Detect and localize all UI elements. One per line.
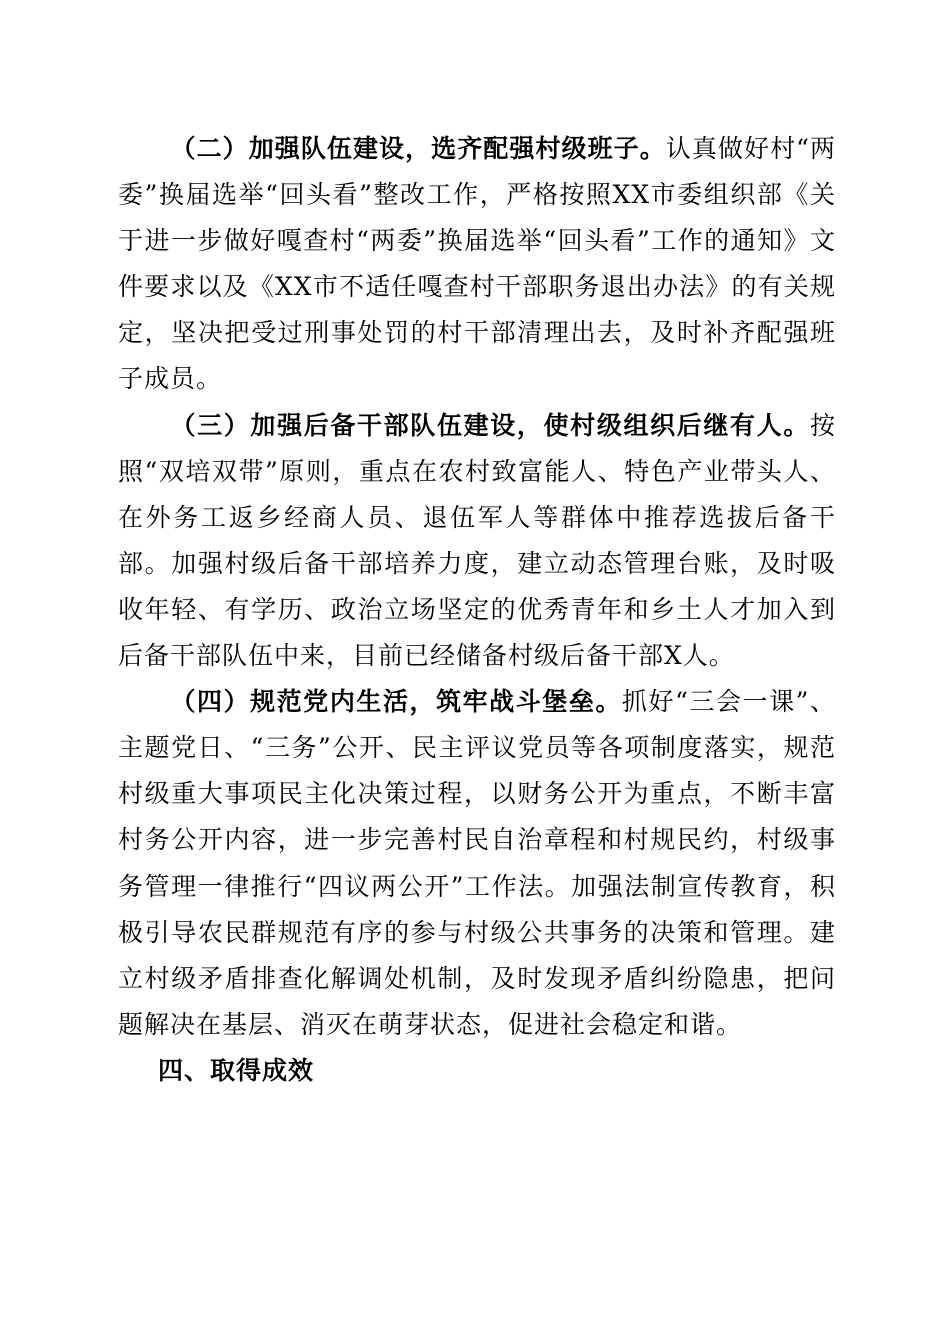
section-2-paragraph — [118, 126, 836, 403]
section-3-paragraph — [118, 403, 836, 680]
section-heading-results: 四、取得成效 — [158, 1055, 315, 1085]
section-4-paragraph — [118, 679, 836, 1048]
section-3-body: 按照“双培双带”原则，重点在农村致富能人、特色产业带头人、在外务工返乡经商人员、退伍军人等群体中推荐选拔后备干部。加强村级后备干部培养力度，建立动态管理台账，及时吸收年轻、有学历、政治立场坚定的优秀青年和乡土人才加入到后备干部队伍中来，目前已经储备村级后备干部X人。 — [118, 410, 836, 671]
section-3-lead: （三）加强后备干部队伍建设，使村级组织后继有人。 — [170, 410, 810, 440]
section-4-lead: （四）规范党内生活，筑牢战斗堡垒。 — [170, 687, 622, 717]
section-2-body: 认真做好村“两委”换届选举“回头看”整改工作，严格按照XX市委组织部《关于进一步做好嘎查村“两委”换届选举“回头看”工作的通知》文件要求以及《XX市不适任嘎查村干部职务退出办法》的有关规定，坚决把受过刑事处罚的村干部清理出去，及时补齐配强班子成员。 — [118, 134, 836, 394]
section-4-body: 抓好“三会一课”、主题党日、“三务”公开、民主评议党员等各项制度落实，规范村级重大事项民主化决策过程，以财务公开为重点，不断丰富村务公开内容，进一步完善村民自治章程和村规民约，村级事务管理一律推行“四议两公开”工作法。加强法制宣传教育，积极引导农民群规范有序的参与村级公共事务的决策和管理。建立村级矛盾排查化解调处机制，及时发现矛盾纠纷隐患，把问题解决在基层、消灭在萌芽状态，促进社会稳定和谐。 — [118, 687, 836, 1039]
document-page — [118, 126, 836, 1094]
section-2-lead: （二）加强队伍建设，选齐配强村级班子。 — [170, 134, 666, 163]
